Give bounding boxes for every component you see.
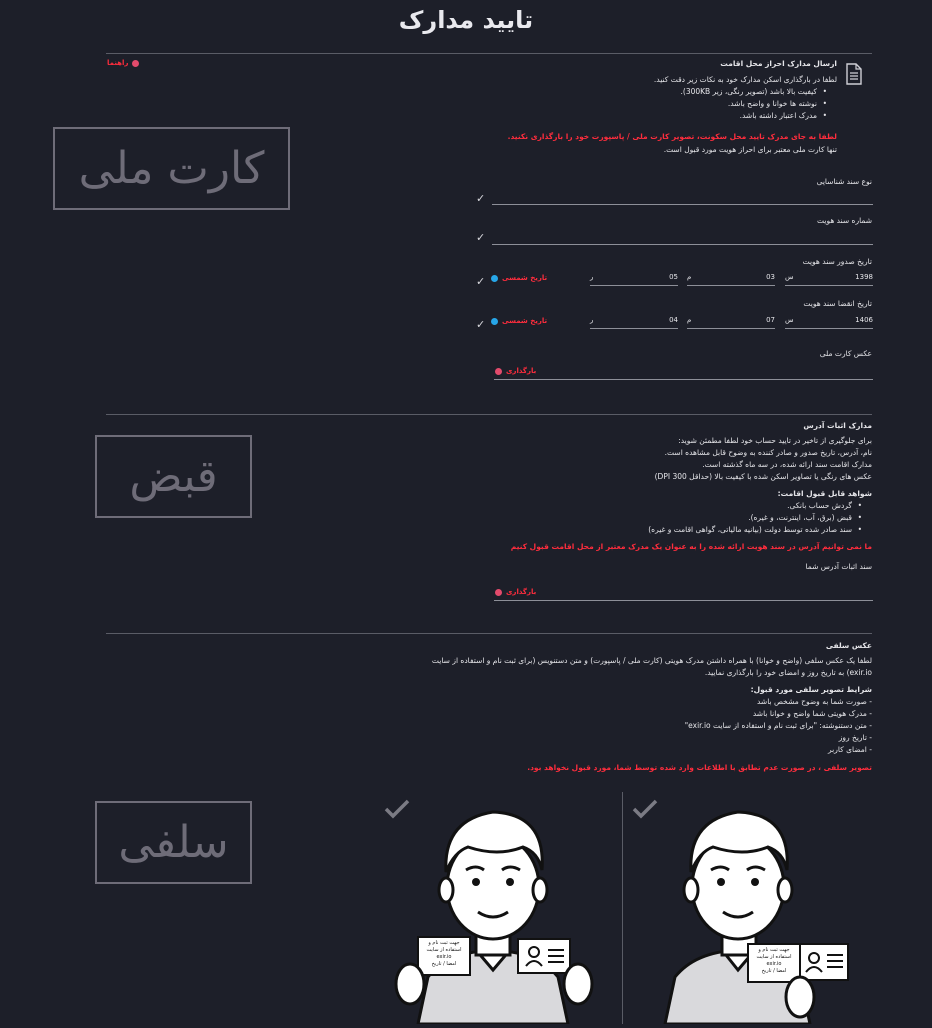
issue-day-field[interactable]	[590, 272, 678, 286]
address-upload-title: سند اثبات آدرس شما	[805, 562, 872, 571]
issue-month-field[interactable]	[687, 272, 775, 286]
selfie-condition: - مدرک هویتی شما واضح و خوانا باشد	[752, 709, 872, 718]
selfie-example-illustration	[660, 802, 860, 1024]
issue-year-value: 1398	[855, 273, 873, 281]
document-icon	[845, 63, 863, 89]
expire-date-label: تاریخ انقضا سند هویت	[803, 299, 872, 308]
intro-title: ارسال مدارک احراز محل اقامت	[720, 59, 837, 68]
expire-month-value: 07	[766, 316, 775, 324]
expire-day-unit: ر	[590, 316, 594, 324]
issue-date-check-icon: ✓	[476, 275, 486, 288]
expire-year-field[interactable]	[785, 315, 873, 329]
selfie-red-note: تصویر سلفی ، در صورت عدم تطابق با اطلاعات وارد شده توسط شما، مورد قبول نخواهد بود.	[527, 763, 872, 772]
expire-date-check-icon: ✓	[476, 318, 486, 331]
intro-bullet: • کیفیت بالا باشد (تصویر رنگی، زیر 300KB).	[477, 86, 827, 98]
intro-bullet: • مدرک اعتبار داشته باشد.	[477, 110, 827, 122]
expire-year-value: 1406	[855, 316, 873, 324]
selfie-line: exir.io) به تاریخ روز و امضای خود را بارگذاری نمایید.	[704, 668, 872, 677]
address-accepted-item: • قبض (برق، آب، اینترنت، و غیره).	[352, 512, 862, 524]
selfie-line: لطفا یک عکس سلفی (واضح و خوانا) با همراه داشتن مدرک هویتی (کارت ملی / پاسپورت) و متن دستنویس (برای ثبت نام و استفاده از سایت	[431, 656, 872, 665]
expire-year-unit: س	[785, 316, 794, 324]
note-card-text	[750, 947, 798, 975]
address-section	[352, 420, 872, 573]
id-type-label: نوع سند شناسایی	[816, 177, 872, 186]
expire-month-unit: م	[687, 316, 692, 324]
card-photo-label: عکس کارت ملی	[819, 349, 872, 358]
guide-label: راهنما	[107, 59, 129, 67]
note-card-sign: امضا / تاریخ	[761, 968, 787, 974]
note-card-sign: امضا / تاریخ	[431, 961, 457, 967]
expire-month-field[interactable]	[687, 315, 775, 329]
divider	[106, 414, 872, 415]
id-type-check-icon: ✓	[476, 192, 486, 205]
page-title: تایید مدارک	[398, 6, 534, 34]
calendar-label: تاریخ شمسی	[502, 317, 548, 325]
expire-day-value: 04	[669, 316, 678, 324]
issue-day-value: 05	[669, 273, 678, 281]
selfie-condition: - متن دستنوشته: "برای ثبت نام و استفاده از سایت exir.io"	[684, 721, 872, 730]
calendar-radio-icon	[491, 275, 498, 282]
address-upload-button[interactable]	[495, 587, 536, 598]
intro-red-note: لطفا به جای مدرک تایید محل سکونت، تصویر کارت ملی / پاسپورت خود را بارگذاری نکنید.	[507, 132, 837, 141]
intro-white-note: تنها کارت ملی معتبر برای احراز هویت مورد قبول است.	[663, 145, 837, 154]
upload-icon	[495, 589, 502, 596]
note-card-line: جهت ثبت نام و	[758, 947, 790, 953]
guide-icon	[132, 60, 139, 67]
examples-divider	[622, 792, 623, 1024]
address-line: مدارک اقامت سند ارائه شده، در سه ماه گذشته است.	[702, 460, 872, 469]
guide-link[interactable]	[107, 58, 139, 69]
address-line: عکس های رنگی یا تصاویر اسکن شده با کیفیت بالا (حداقل 300 DPI)	[654, 472, 872, 481]
issue-calendar-toggle[interactable]	[491, 273, 547, 284]
divider	[106, 633, 872, 634]
address-watermark: قبض	[95, 435, 252, 518]
id-number-field[interactable]	[492, 244, 873, 245]
selfie-section	[352, 640, 872, 774]
intro-bullet: • نوشته ها خوانا و واضح باشد.	[477, 98, 827, 110]
calendar-radio-icon	[491, 318, 498, 325]
upload-icon	[495, 368, 502, 375]
selfie-conditions-title: شرایط تصویر سلفی مورد قبول:	[750, 685, 872, 694]
address-accepted-item: • گردش حساب بانکی.	[352, 500, 862, 512]
expire-calendar-toggle[interactable]	[491, 316, 547, 327]
id-number-label: شماره سند هویت	[817, 216, 872, 225]
address-line: نام، آدرس، تاریخ صدور و صادر کننده به وضوح قابل مشاهده است.	[664, 448, 872, 457]
selfie-condition: - امضای کاربر	[828, 745, 872, 754]
calendar-label: تاریخ شمسی	[502, 274, 548, 282]
note-card-line: exir.io	[766, 961, 782, 967]
issue-year-field[interactable]	[785, 272, 873, 286]
selfie-example-illustration	[388, 802, 598, 1024]
address-accepted-title: شواهد قابل قبول اقامت:	[777, 489, 872, 498]
address-title: مدارک اثبات آدرس	[803, 421, 872, 430]
issue-day-unit: ر	[590, 273, 594, 281]
issue-date-label: تاریخ صدور سند هویت	[802, 257, 872, 266]
intro-section	[477, 58, 837, 122]
issue-month-value: 03	[766, 273, 775, 281]
issue-month-unit: م	[687, 273, 692, 281]
address-red-note: ما نمی توانیم آدرس در سند هویت ارائه شده را به عنوان یک مدرک معتبر از محل اقامت قبول کنیم	[510, 542, 872, 551]
note-card-line: exir.io	[436, 954, 452, 960]
issue-year-unit: س	[785, 273, 794, 281]
address-accepted-item: • سند صادر شده توسط دولت (بیانیه مالیاتی، گواهی اقامت و غیره)	[352, 524, 862, 536]
note-card-text	[420, 940, 468, 968]
check-icon	[632, 798, 658, 824]
card-upload-line	[494, 379, 873, 380]
note-card-line: استفاده از سایت	[426, 947, 462, 953]
selfie-title: عکس سلفی	[825, 641, 872, 650]
upload-label: بارگذاری	[506, 367, 537, 375]
national-card-watermark: کارت ملی	[53, 127, 290, 210]
selfie-watermark: سلفی	[95, 801, 252, 884]
intro-line: لطفا در بارگذاری اسکن مدارک خود به نکات زیر دقت کنید.	[653, 75, 837, 84]
expire-day-field[interactable]	[590, 315, 678, 329]
address-line: برای جلوگیری از تاخیر در تایید حساب خود لطفا مطمئن شوید:	[678, 436, 872, 445]
id-number-check-icon: ✓	[476, 231, 486, 244]
address-upload-line	[494, 600, 873, 601]
note-card-line: استفاده از سایت	[756, 954, 792, 960]
note-card-line: جهت ثبت نام و	[428, 940, 460, 946]
upload-label: بارگذاری	[506, 588, 537, 596]
card-upload-button[interactable]	[495, 366, 536, 377]
divider	[106, 53, 872, 54]
selfie-condition: - تاریخ روز	[838, 733, 872, 742]
id-type-field[interactable]	[492, 204, 873, 205]
selfie-condition: - صورت شما به وضوح مشخص باشد	[757, 697, 872, 706]
